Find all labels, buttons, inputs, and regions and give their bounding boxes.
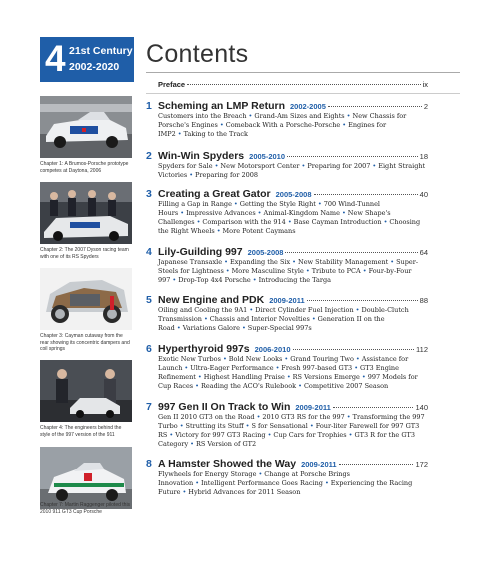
section-item[interactable]: New Shape's Challenges [158, 209, 391, 227]
chapter-number: 5 [146, 294, 152, 306]
bullet-separator: • [249, 306, 254, 314]
section-item[interactable]: Preparing for 2007 [307, 162, 371, 170]
section-item[interactable]: Customers into the Breach [158, 112, 247, 120]
leader-dots [333, 407, 414, 408]
section-item[interactable]: Fresh 997-based GT3 [281, 364, 353, 373]
chapter-title: Win-Win Spyders [158, 150, 245, 162]
section-item[interactable]: Introducing the Targa [258, 276, 332, 285]
leader-dots [328, 106, 422, 107]
section-item[interactable]: Intelligent Performance Goes Racing [201, 479, 323, 488]
section-item[interactable]: Tribute to PCA [311, 267, 361, 276]
chapter-sections [146, 200, 428, 236]
bullet-separator: • [286, 373, 291, 382]
chapter-sections [146, 413, 428, 449]
chapter-entry[interactable] [146, 150, 428, 180]
bullet-separator: • [292, 258, 296, 266]
bullet-separator: • [383, 218, 388, 227]
bullet-separator: • [195, 479, 200, 488]
chapter-years: 2002-2005 [290, 102, 326, 111]
chapter-page: 18 [419, 152, 428, 161]
chapter-entry[interactable] [146, 401, 428, 449]
chapter-number: 7 [146, 401, 152, 413]
chapter-entry[interactable] [146, 100, 428, 139]
section-item[interactable]: Impressive Advances [186, 209, 256, 218]
bullet-separator: • [177, 130, 182, 139]
section-item[interactable]: Eight Straight Victories [158, 162, 426, 180]
bullet-separator: • [182, 488, 187, 497]
chapter-heading [146, 100, 428, 112]
section-item[interactable]: Preparing for 2008 [195, 171, 259, 180]
racing-team-photo [40, 182, 132, 244]
section-item[interactable]: Change at Porsche Brings Innovation [158, 470, 350, 488]
title-rule [146, 72, 460, 73]
section-item[interactable]: 997 Models for Cup Races [158, 373, 418, 391]
bullet-separator: • [317, 200, 322, 208]
section-item[interactable]: 700 Wind-Tunnel Hours [158, 200, 380, 218]
section-item[interactable]: Four-liter Farewell for 997 GT3 RS [158, 422, 420, 440]
section-item[interactable]: Hybrid Advances for 2011 Season [188, 488, 301, 497]
part-years: 2002-2020 [69, 61, 120, 73]
section-item[interactable]: Filling a Gap in Range [158, 200, 232, 208]
section-item[interactable]: Chassis and Interior Novelties [209, 315, 310, 324]
section-item[interactable]: Getting the Style Right [239, 200, 316, 208]
chapter-page: 64 [419, 248, 428, 257]
preface-page: ix [422, 80, 428, 89]
section-item[interactable]: GT3 Engine Refinement [158, 364, 399, 382]
section-item[interactable]: Engines for IMP2 [158, 121, 387, 139]
chapter-number: 4 [146, 246, 152, 258]
bullet-separator: • [258, 470, 263, 478]
section-item[interactable]: New Stability Management [298, 258, 389, 266]
section-item[interactable]: More Masculine Style [231, 267, 304, 276]
bullet-separator: • [342, 121, 347, 130]
leader-dots [293, 349, 415, 350]
bullet-separator: • [309, 422, 314, 431]
leader-dots [307, 300, 418, 301]
bullet-separator: • [252, 276, 257, 285]
chapter-page: 172 [415, 460, 428, 469]
section-item[interactable]: Victory for 997 GT3 Racing [175, 431, 266, 440]
chapter-years: 2005-2008 [275, 190, 312, 199]
chapter-heading [146, 294, 428, 306]
chapter-sections [146, 162, 428, 180]
leader-dots [339, 464, 414, 465]
bullet-separator: • [346, 413, 351, 421]
chapter-sections [146, 258, 428, 285]
chapter-years: 2005-2010 [249, 152, 286, 161]
gt3-cup-car-photo [40, 447, 132, 509]
section-item[interactable]: S for Sensational [251, 422, 308, 431]
chapter-sections [146, 355, 428, 391]
chapter-page: 2 [423, 102, 428, 111]
bullet-separator: • [190, 440, 195, 449]
chapter-entry[interactable] [146, 246, 428, 285]
bullet-separator: • [355, 306, 360, 314]
chapter-title: 997 Gen II On Track to Win [158, 401, 291, 413]
chapter-number: 8 [146, 458, 152, 470]
chapter-years: 2005-2008 [247, 248, 284, 257]
section-item[interactable]: RS Version of GT2 [196, 440, 257, 449]
preface-entry[interactable] [158, 80, 428, 89]
bullet-separator: • [362, 267, 367, 276]
section-item[interactable]: Animal-Kingdom Name [263, 209, 340, 218]
section-item[interactable]: Generation II on the Road [158, 315, 385, 333]
chapter-heading [146, 401, 428, 413]
bullet-separator: • [172, 276, 177, 285]
section-item[interactable]: Variations Galore [182, 324, 240, 333]
bullet-separator: • [248, 112, 253, 120]
preface-label: Preface [158, 80, 186, 89]
bullet-separator: • [348, 431, 353, 440]
photo-caption: Chapter 4: The engineers behind the style of the 997 version of the 911 [40, 425, 122, 438]
bullet-separator: • [176, 324, 181, 333]
chapter-entry[interactable] [146, 343, 428, 391]
chapter-title: Creating a Great Gator [158, 188, 271, 200]
section-item[interactable]: Cup Cars for Trophies [273, 431, 347, 440]
chapter-heading [146, 188, 428, 200]
bullet-separator: • [224, 258, 228, 266]
bullet-separator: • [275, 364, 280, 373]
chapter-entry[interactable] [146, 294, 428, 333]
bullet-separator: • [216, 227, 221, 236]
bullet-separator: • [372, 162, 377, 170]
part-badge [40, 37, 134, 82]
bullet-separator: • [284, 355, 289, 363]
section-item[interactable]: RS Versions Emerge [292, 373, 360, 382]
chapter-title: Lily-Guilding 997 [158, 246, 243, 258]
bullet-separator: • [298, 382, 302, 391]
leader-dots [314, 194, 418, 195]
bullet-separator: • [189, 171, 194, 180]
bullet-separator: • [222, 355, 227, 363]
chapter-entry[interactable] [146, 188, 428, 236]
section-item[interactable]: Comeback With a Porsche-Porsche [225, 121, 341, 130]
section-item[interactable]: Oiling and Cooling the 9A1 [158, 306, 248, 314]
section-item[interactable]: Four-by-Four 997 [158, 267, 412, 285]
chapter-number: 2 [146, 150, 152, 162]
bullet-separator: • [301, 162, 306, 170]
chapter-heading [146, 343, 428, 355]
section-item[interactable]: Japanese Transaxle [158, 258, 223, 266]
bullet-separator: • [219, 121, 224, 130]
page-title: Contents [146, 40, 249, 68]
bullet-separator: • [341, 209, 346, 218]
bullet-separator: • [361, 373, 366, 382]
leader-dots [187, 84, 420, 85]
section-item[interactable]: Assistance for Launch [158, 355, 409, 373]
bullet-separator: • [267, 431, 272, 440]
bullet-separator: • [287, 218, 292, 227]
section-item[interactable]: Taking to the Track [183, 130, 248, 139]
chapter-number: 1 [146, 100, 152, 112]
chapter-page: 112 [416, 345, 428, 354]
section-item[interactable]: Gen II 2010 GT3 on the Road [158, 413, 255, 421]
leader-dots [285, 252, 417, 253]
part-title: 21st Century [69, 45, 133, 57]
chapter-entry[interactable] [146, 458, 428, 497]
bullet-separator: • [233, 200, 238, 208]
section-item[interactable]: Super-Steels for Lightness [158, 258, 419, 276]
bullet-separator: • [195, 382, 199, 391]
chapter-title: New Engine and PDK [158, 294, 265, 306]
preface-rule [146, 93, 460, 94]
section-item[interactable]: Direct Cylinder Fuel Injection [255, 306, 354, 314]
bullet-separator: • [241, 324, 246, 333]
bullet-separator: • [169, 431, 174, 440]
chapter-title: Scheming an LMP Return [158, 100, 285, 112]
section-item[interactable]: Reading the ACO's Rulebook [200, 382, 297, 391]
bullet-separator: • [196, 218, 201, 227]
bullet-separator: • [346, 112, 351, 120]
chapter-years: 2009-2011 [295, 403, 331, 412]
bullet-separator: • [256, 413, 261, 421]
chapter-heading [146, 458, 428, 470]
section-item[interactable]: Highest Handling Praise [203, 373, 285, 382]
chapter-heading [146, 150, 428, 162]
chapter-sections [146, 306, 428, 333]
section-item[interactable]: Comparison with the 914 [202, 218, 286, 227]
chapter-page: 40 [419, 190, 428, 199]
section-item[interactable]: Exotic New Turbos [158, 355, 221, 363]
section-item[interactable]: GT3 R for the GT3 Category [158, 431, 416, 449]
photo-caption: Chapter 2: The 2007 Dyson racing team with one of its RS Spyders [40, 247, 129, 260]
bullet-separator: • [245, 422, 250, 431]
chapter-years: 2006-2010 [254, 345, 291, 354]
bullet-separator: • [355, 355, 360, 363]
engineers-photo [40, 360, 132, 422]
chapter-page: 140 [415, 403, 428, 412]
section-item[interactable]: Super-Special 997s [247, 324, 312, 333]
section-item[interactable]: Transforming the 997 Turbo [158, 413, 425, 431]
bullet-separator: • [354, 364, 359, 373]
chapter-sections [146, 112, 428, 139]
bullet-separator: • [203, 315, 208, 324]
section-item[interactable]: 2010 GT3 RS for the 997 [262, 413, 345, 421]
bullet-separator: • [184, 364, 189, 373]
section-item[interactable]: Strutting its Stuff [185, 422, 244, 431]
photo-caption: Chapter 3: Cayman cutaway from the rear showing its concentric dampers and coil springs [40, 333, 130, 352]
photo-caption: Chapter 1: A Brumos-Porsche prototype competes at Daytona, 2006 [40, 161, 129, 174]
section-item[interactable]: Expanding the Six [229, 258, 291, 266]
chapter-heading [146, 246, 428, 258]
chapter-number: 3 [146, 188, 152, 200]
bullet-separator: • [179, 422, 184, 431]
section-item[interactable]: Drop-Top 4x4 Porsche [178, 276, 251, 285]
section-item[interactable]: New Chassis for Porsche's Engines [158, 112, 407, 130]
section-item[interactable]: Base Cayman Introduction [293, 218, 382, 227]
chapter-sections [146, 470, 428, 497]
chapter-years: 2009-2011 [269, 296, 305, 305]
chapter-page: 88 [419, 296, 428, 305]
chapter-number: 6 [146, 343, 152, 355]
prototype-race-car-photo [40, 96, 132, 158]
section-item[interactable]: Grand-Am Sizes and Eights [254, 112, 345, 120]
bullet-separator: • [257, 209, 262, 218]
bullet-separator: • [324, 479, 329, 488]
bullet-separator: • [225, 267, 230, 276]
bullet-separator: • [311, 315, 316, 324]
bullet-separator: • [197, 373, 202, 382]
section-item[interactable]: Spyders for Sale [158, 162, 213, 170]
section-item[interactable]: New Motorsport Center [220, 162, 300, 170]
bullet-separator: • [214, 162, 219, 170]
chapter-title: Hyperthyroid 997s [158, 343, 250, 355]
bullet-separator: • [180, 209, 185, 218]
part-number: 4 [45, 38, 66, 79]
leader-dots [287, 156, 418, 157]
chapter-title: A Hamster Showed the Way [158, 458, 297, 470]
section-item[interactable]: More Potent Caymans [222, 227, 296, 236]
photo-caption: Chapter 7: Martin Raggenger piloted this 2010 911 GT3 Cup Porsche [40, 502, 131, 515]
chapter-years: 2009-2011 [301, 460, 337, 469]
section-item[interactable]: Competitive 2007 Season [303, 382, 389, 391]
section-item[interactable]: Grand Touring Two [290, 355, 354, 363]
section-item[interactable]: Bold New Looks [228, 355, 283, 363]
bullet-separator: • [305, 267, 310, 276]
section-item[interactable]: Choosing the Right Wheels [158, 218, 421, 236]
cayman-cutaway-photo [40, 268, 132, 330]
section-item[interactable]: Ultra-Eager Performance [190, 364, 274, 373]
bullet-separator: • [390, 258, 395, 266]
section-item[interactable]: Double-Clutch Transmission [158, 306, 409, 324]
section-item[interactable]: Flywheels for Energy Storage [158, 470, 257, 478]
section-item[interactable]: Experiencing the Racing Future [158, 479, 413, 497]
